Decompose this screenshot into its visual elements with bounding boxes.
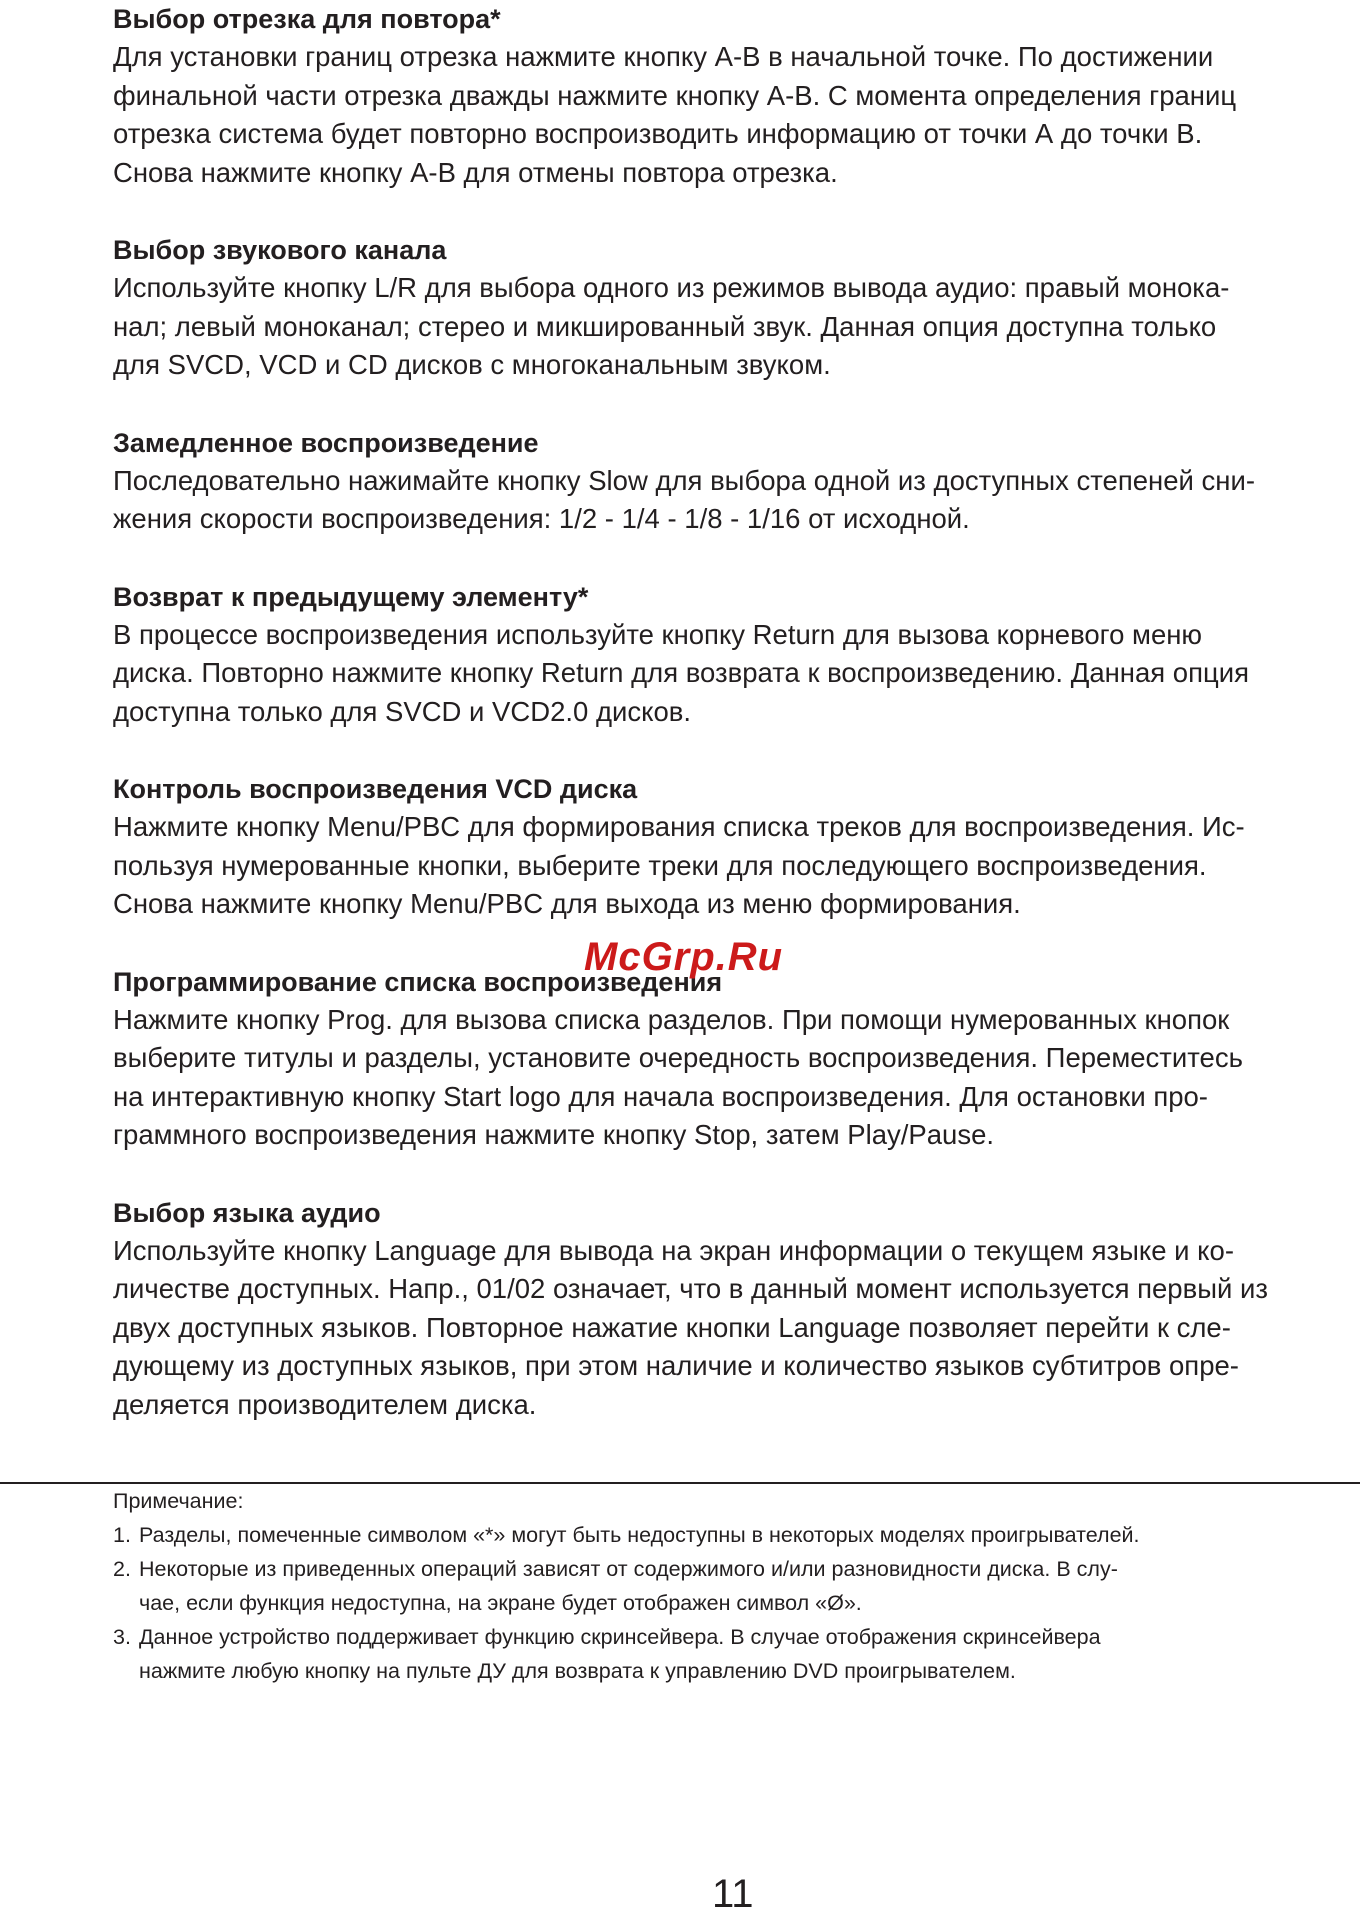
section-title: Возврат к предыдущему элементу* [113, 581, 589, 612]
text-line: отрезка система будет повторно воспроизводить информацию от точки А до точки В. [113, 118, 1203, 149]
text-line: двух доступных языков. Повторное нажатие кнопки Language позволяет перейти к сле- [113, 1311, 1231, 1343]
section-body [113, 1232, 1358, 1425]
section-body [113, 1001, 1358, 1155]
section-ab-repeat [113, 0, 1358, 192]
text-line: Используйте кнопку L/R для выбора одного из режимов вывода аудио: правый монока- [113, 272, 1230, 303]
text-line: Для установки границ отрезка нажмите кнопку А-В в начальной точке. По достижении [113, 41, 1214, 72]
section-title: Выбор отрезка для повтора* [113, 4, 501, 34]
main-content [113, 0, 1358, 1463]
section-body [113, 38, 1358, 192]
text-line: жения скорости воспроизведения: 1/2 - 1/4 - 1/8 - 1/16 от исходной. [113, 503, 970, 534]
note-text [139, 1552, 1118, 1620]
text-line: дующему из доступных языков, при этом наличие и количество языков субтитров опре- [113, 1350, 1239, 1381]
section-audio-language [113, 1194, 1358, 1425]
watermark: McGrp.Ru [584, 935, 784, 979]
section-audio-channel [113, 231, 1358, 385]
note-line: нажмите любую кнопку на пульте ДУ для возврата к управлению DVD проигрывателем. [139, 1659, 1016, 1683]
text-line: Используйте кнопку Language для вывода на экран информации о текущем языке и ко- [113, 1234, 1234, 1266]
section-body [113, 616, 1358, 732]
text-line: для SVCD, VCD и CD дисков с многоканальным звуком. [113, 349, 831, 380]
section-return [113, 578, 1358, 732]
note-line: чае, если функция недоступна, на экране будет отображен символ «Ø». [139, 1591, 862, 1615]
text-line: Снова нажмите кнопку А-В для отмены повтора отрезка. [113, 156, 838, 188]
text-line: Нажмите кнопку Prog. для вызова списка разделов. При помощи нумерованных кнопок [113, 1003, 1230, 1035]
section-body [113, 462, 1358, 539]
note-item [113, 1518, 1353, 1552]
note-text [139, 1620, 1101, 1688]
section-title: Выбор звукового канала [113, 235, 447, 265]
notes-title: Примечание: [113, 1489, 244, 1513]
text-line: Снова нажмите кнопку Menu/PBC для выхода из меню формирования. [113, 888, 1021, 919]
section-vcd-control [113, 770, 1358, 924]
text-line: Последовательно нажимайте кнопку Slow для выбора одной из доступных степеней сни- [113, 464, 1255, 496]
text-line: доступна только для SVCD и VCD2.0 дисков. [113, 695, 692, 727]
section-program-list [113, 963, 1358, 1155]
note-item [113, 1620, 1353, 1688]
section-title: Программирование списка воспроизведения [113, 966, 723, 997]
section-title: Замедленное воспроизведение [113, 427, 539, 458]
section-title: Выбор языка аудио [113, 1197, 381, 1228]
text-line: деляется производителем диска. [113, 1388, 537, 1420]
text-line: пользуя нумерованные кнопки, выберите треки для последующего воспроизведения. [113, 849, 1207, 881]
section-title: Контроль воспроизведения VCD диска [113, 774, 638, 804]
text-line: личестве доступных. Напр., 01/02 означает, что в данный момент используется первый из [113, 1273, 1268, 1304]
note-number: 3. [113, 1625, 131, 1649]
note-line: Некоторые из приведенных операций зависят от содержимого и/или разновидности диска. В слу- [139, 1557, 1118, 1581]
text-line: финальной части отрезка дважды нажмите кнопку А-В. С момента определения границ [113, 79, 1237, 111]
text-line: нал; левый моноканал; стерео и микшированный звук. Данная опция доступна только [113, 310, 1217, 342]
text-line: Нажмите кнопку Menu/PBC для формирования списка треков для воспроизведения. Ис- [113, 811, 1245, 842]
note-text [139, 1518, 1140, 1552]
section-slow-playback [113, 424, 1358, 539]
notes-block [113, 1484, 1353, 1688]
text-line: диска. Повторно нажмите кнопку Return для возврата к воспроизведению. Данная опция [113, 657, 1249, 688]
text-line: В процессе воспроизведения используйте кнопку Return для вызова корневого меню [113, 618, 1203, 650]
section-body [113, 808, 1358, 924]
text-line: граммного воспроизведения нажмите кнопку Stop, затем Play/Pause. [113, 1119, 995, 1150]
page-number: 11 [712, 1872, 754, 1916]
text-line: на интерактивную кнопку Start logo для начала воспроизведения. Для остановки про- [113, 1080, 1208, 1112]
note-number: 2. [113, 1557, 131, 1581]
text-line: выберите титулы и разделы, установите очередность воспроизведения. Переместитесь [113, 1042, 1243, 1073]
note-number: 1. [113, 1523, 131, 1547]
section-body [113, 269, 1358, 385]
note-item [113, 1552, 1353, 1620]
note-line: Данное устройство поддерживает функцию скринсейвера. В случае отображения скринсейвера [139, 1625, 1101, 1649]
note-line: Разделы, помеченные символом «*» могут быть недоступны в некоторых моделях проигрывателей. [139, 1523, 1140, 1547]
